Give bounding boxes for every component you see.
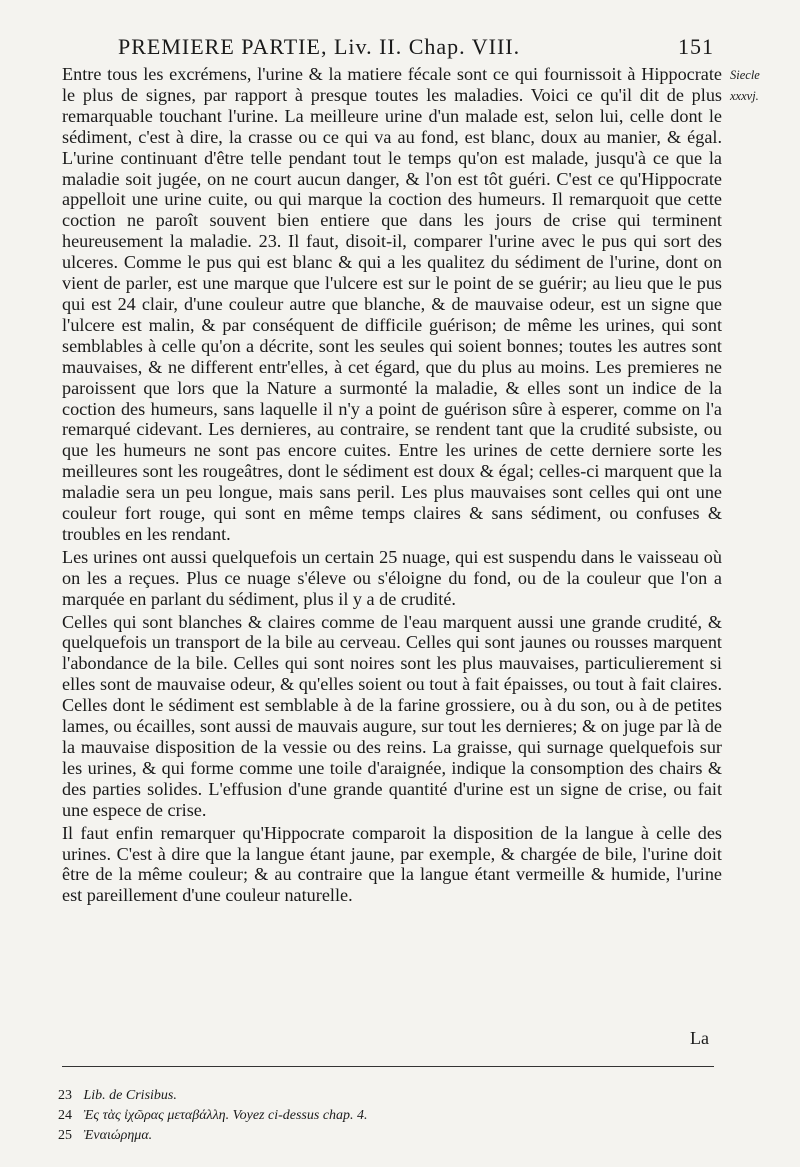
paragraph-urine-colors: Celles qui sont blanches & claires comme de l'eau marquent aussi une grande crudité, & quelquefois un transport de la bile au cerveau. Celles qui sont jaunes ou rousses marquent l'abondance de la bile. Celles qui sont noires sont les plus mauvaises, particulierement si elles sont de mauvaise odeur, & qu'elles soient ou tout à fait épaisses, ou tout à fait claires. Celles dont le sédiment est semblable à de la farine grossiere, ou à du son, ou à de petites lames, ou écailles, sont aussi de mauvais augure, sur tout les dernieres; & on juge par là de la mauvaise disposition de la vessie ou des reins. La graisse, qui surnage quelquefois sur les urines, & qui forme comme une toile d'araignée, indique la consomption des chairs & des parties solides. L'effusion d'une grande quantité d'urine est un signe de crise, ou fait une espece de crise. <box>62 611 722 820</box>
running-header <box>118 34 738 62</box>
footnote-text: Ἐναιώρημα. <box>83 1128 153 1143</box>
footnotes <box>58 1086 658 1146</box>
footnote-text: Ἐς τὰς ἰχῶρας μεταβάλλη. Voyez ci-dessus chap. 4. <box>83 1108 368 1123</box>
running-title: PREMIERE PARTIE, Liv. II. Chap. VIII. <box>118 34 521 59</box>
margin-note-century-number: xxxvj. <box>730 89 759 103</box>
margin-note-century: Siecle <box>730 68 760 82</box>
footnote-text: Lib. de Crisibus. <box>83 1088 177 1103</box>
footnote-number: 23 <box>58 1088 72 1103</box>
paragraph-nuage: Les urines ont aussi quelquefois un certain 25 nuage, qui est suspendu dans le vaisseau où on les a reçues. Plus ce nuage s'éleve ou s'éloigne du fond, ou de la couleur que l'on a marquée en parlant du sédiment, plus il y a de crudité. <box>62 546 722 609</box>
main-text <box>62 64 722 906</box>
footnote-rule <box>62 1066 714 1067</box>
footnote-24 <box>58 1106 658 1126</box>
footnote-25 <box>58 1126 658 1146</box>
footnote-number: 25 <box>58 1128 72 1143</box>
footnote-number: 24 <box>58 1108 72 1123</box>
paragraph-langue: Il faut enfin remarquer qu'Hippocrate comparoit la disposition de la langue à celle des urines. C'est à dire que la langue étant jaune, par exemple, & chargée de bile, l'urine doit être de la même couleur; & au contraire que la langue étant vermeille & humide, l'urine est pareillement d'une couleur naturelle. <box>62 822 722 906</box>
paragraph-urine-signs: Entre tous les excrémens, l'urine & la matiere fécale sont ce qui fournissoit à Hippocrate le plus de signes, par rapport à presque toutes les maladies. Voici ce qu'il dit de plus remarquable touchant l'urine. La meilleure urine d'un malade est, selon lui, celle dont le sédiment, c'est à dire, la crasse ou ce qui va au fond, est blanc, doux au manier, & égal. L'urine continuant d'être telle pendant tout le temps qu'on est malade, jusqu'à ce que la maladie soit jugée, on ne court aucun danger, & l'on est tôt guéri. C'est ce qu'Hippocrate appelloit une urine cuite, ou qui marque la coction des humeurs. Il remarquoit que cette coction ne paroît souvent bien entiere que dans les jours de crise qui terminent heureusement la maladie. 23. Il faut, disoit-il, comparer l'urine avec le pus qui sort des ulceres. Comme le pus qui est blanc & qui a les qualitez du sédiment de l'urine, dont on vient de parler, est une marque que l'ulcere est sur le point de se guérir; au lieu que le pus qui est 24 clair, d'une couleur autre que blanche, & de mauvaise odeur, est un signe que l'ulcere est malin, & par conséquent de difficile guérison; de même les urines, qui sont semblables à celle qu'on a décrite, sont les seules qui soient bonnes; toutes les autres sont mauvaises, & ne different entr'elles, à cet égard, que du plus au moins. Les premieres ne paroissent que lors que la Nature a surmonté la maladie, & elles sont un indice de la coction des humeurs, sans laquelle il n'y a point de guérison sûre à esperer, comme on l'a remarqué cidevant. Les dernieres, au contraire, se rendent tant que la crudité subsiste, ou que les humeurs ne sont pas encore cuites. Entre les urines de cette derniere sorte les meilleures sont les rougeâtres, dont le sédiment est doux & égal; celles-ci marquent que la maladie sera un peu longue, mais sans peril. Les plus mauvaises sont celles qui ont une couleur fort rouge, qui sont en même temps claires & sans sédiment, ou confuses & troubles en les rendant. <box>62 64 722 544</box>
page-number: 151 <box>678 34 714 59</box>
footnote-23 <box>58 1086 658 1106</box>
catchword: La <box>690 1028 709 1048</box>
